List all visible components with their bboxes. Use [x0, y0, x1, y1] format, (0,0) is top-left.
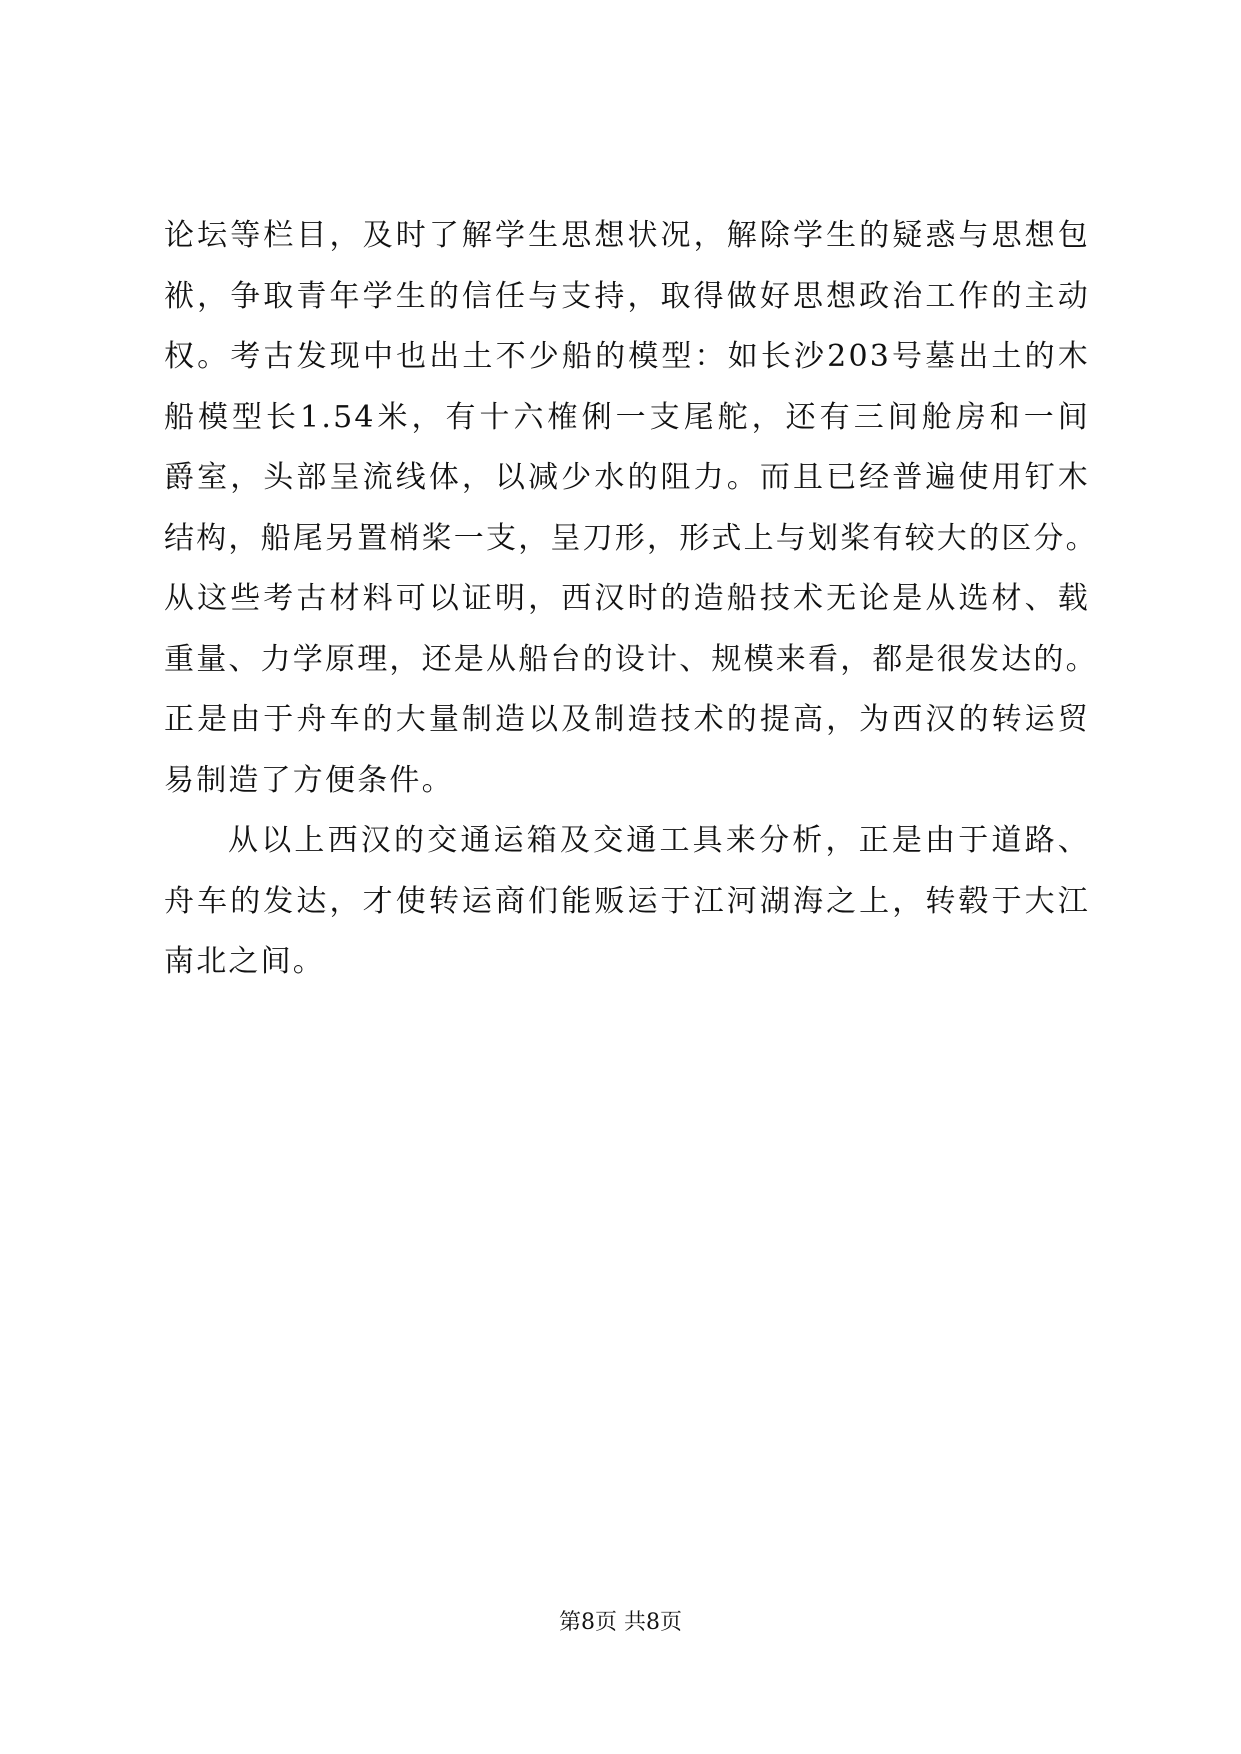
paragraph-1-line-2: 袱，争取青年学生的信任与支持，取得做好思想政治工作的主动 [164, 278, 1090, 314]
paragraph-1-line-1: 论坛等栏目，及时了解学生思想状况，解除学生的疑惑与思想包 [164, 218, 1090, 253]
paragraph-1-line-9: 正是由于舟车的大量制造以及制造技术的提高，为西汉的转运贸 [164, 702, 1090, 737]
paragraph-2-line-1: 从以上西汉的交通运箱及交通工具来分析，正是由于道路、 [228, 823, 1090, 858]
paragraph-2-line-2: 舟车的发达，才使转运商们能贩运于江河湖海之上，转毂于大江 [164, 883, 1090, 919]
paragraph-1-line-6: 结构，船尾另置梢桨一支，呈刀形，形式上与划桨有较大的区分。 [164, 520, 1098, 556]
paragraph-1-line-10: 易制造了方便条件。 [164, 762, 454, 798]
body-text [164, 206, 1098, 993]
paragraph-1-line-7: 从这些考古材料可以证明，西汉时的造船技术无论是从选材、载 [164, 581, 1090, 616]
paragraph-1-line-3: 权。考古发现中也出土不少船的模型：如长沙203号墓出土的木 [164, 339, 1090, 374]
page-number-footer: 第8页 共8页 [559, 1610, 682, 1635]
paragraph-2-line-3: 南北之间。 [164, 944, 325, 979]
paragraph-1-line-4: 船模型长1.54米，有十六榷俐一支尾舵，还有三间舱房和一间 [164, 399, 1090, 435]
paragraph-1-line-5: 爵室，头部呈流线体，以减少水的阻力。而且已经普遍使用钉木 [164, 460, 1090, 495]
paragraph-1-line-8: 重量、力学原理，还是从船台的设计、规模来看，都是很发达的。 [164, 641, 1098, 677]
